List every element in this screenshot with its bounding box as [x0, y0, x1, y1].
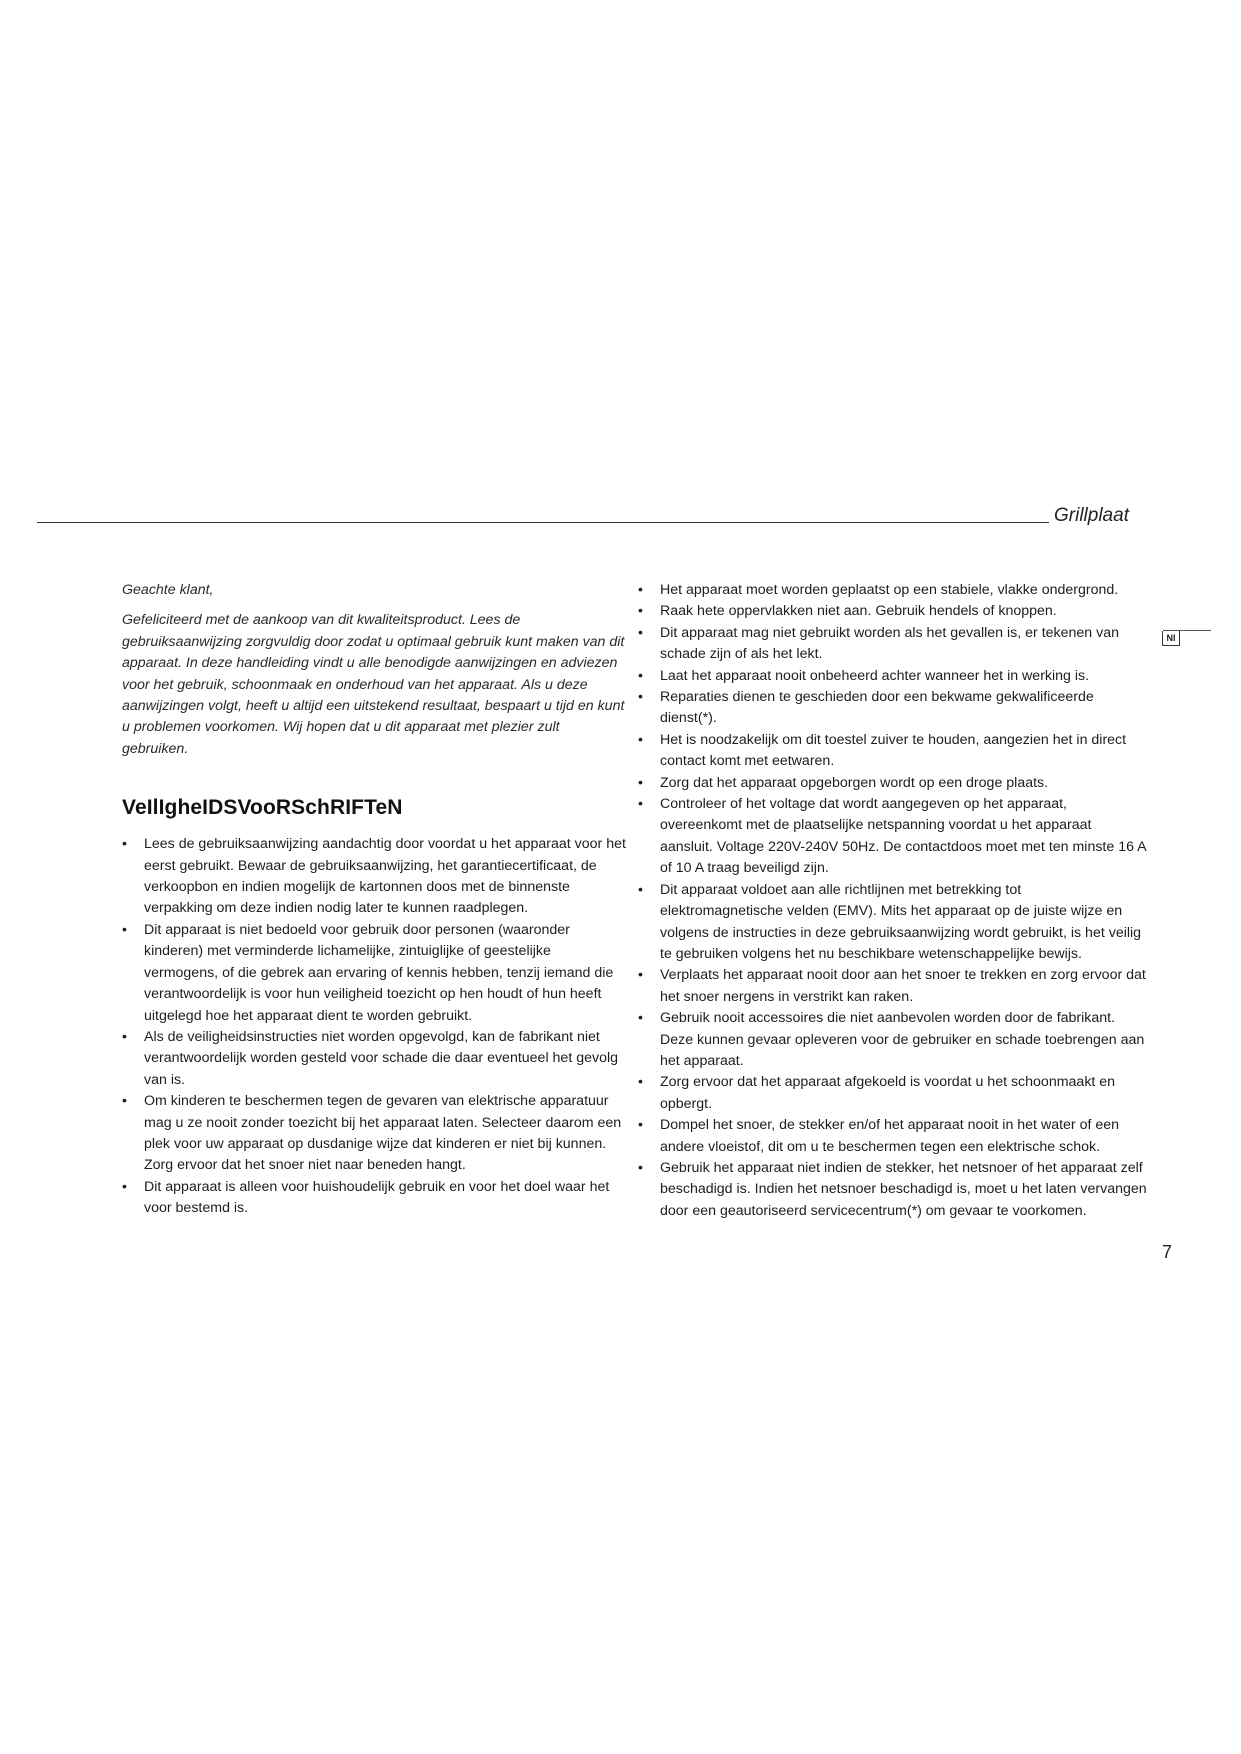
safety-item: • Raak hete oppervlakken niet aan. Gebruik hendels of knoppen. — [638, 601, 1148, 622]
safety-item: • Dit apparaat is alleen voor huishoudelijk gebruik en voor het doel waar het voor bestemd is. — [122, 1177, 627, 1220]
safety-item: • Gebruik het apparaat niet indien de stekker, het netsnoer of het apparaat zelf beschadigd is. Indien het netsnoer beschadigd is, moet u het laten vervangen door een geautoriseerd servicecentrum(*) om gevaar te voorkomen. — [638, 1158, 1148, 1222]
safety-item: • Dit apparaat is niet bedoeld voor gebruik door personen (waaronder kinderen) met verminderde lichamelijke, zintuiglijke of geestelijke vermogens, of die gebrek aan ervaring of kennis hebben, tenzij iemand die verantwoordelijk is voor hun veiligheid toezicht op hen houdt of hun heeft uitgelegd hoe het apparaat dient te worden gebruikt. — [122, 920, 627, 1027]
right-column — [638, 580, 1148, 1222]
safety-item: • Dit apparaat voldoet aan alle richtlijnen met betrekking tot elektromagnetische velden (EMV). Mits het apparaat op de juiste wijze en volgens de instructies in deze gebruiksaanwijzing wordt gebruikt, is het veilig te gebruiken volgens het nu beschikbare wetenschappelijke bewijs. — [638, 880, 1148, 966]
intro-paragraph: Gefeliciteerd met de aankoop van dit kwaliteitsproduct. Lees de gebruiksaanwijzing zorgvuldig door zodat u optimaal gebruik kunt maken van dit apparaat. In deze handleiding vindt u alle benodigde aanwijzingen en adviezen voor het gebruik, schoonmaak en onderhoud van het apparaat. Als u deze aanwijzingen volgt, heeft u altijd een uitstekend resultaat, bespaart u tijd en kunt u problemen voorkomen. Wij hopen dat u dit apparaat met plezier zult gebruiken. — [122, 612, 625, 757]
page-number: 7 — [1162, 1242, 1173, 1262]
section-title: Grillplaat — [1054, 505, 1129, 526]
safety-item: • Het apparaat moet worden geplaatst op een stabiele, vlakke ondergrond. — [638, 580, 1148, 601]
safety-item: • Reparaties dienen te geschieden door een bekwame gekwalificeerde dienst(*). — [638, 687, 1148, 730]
safety-item: • Lees de gebruiksaanwijzing aandachtig door voordat u het apparaat voor het eerst gebruikt. Bewaar de gebruiksaanwijzing, het garantiecertificaat, de verkoopbon en indien mogelijk de kartonnen doos met de binnenste verpakking om deze indien nodig later te kunnen raadplegen. — [122, 834, 627, 920]
safety-item: • Controleer of het voltage dat wordt aangegeven op het apparaat, overeenkomt met de plaatselijke netspanning voordat u het apparaat aansluit. Voltage 220V-240V 50Hz. De contactdoos moet met ten minste 16 A of 10 A traag beveiligd zijn. — [638, 794, 1148, 880]
safety-item: • Dit apparaat mag niet gebruikt worden als het gevallen is, er tekenen van schade zijn of als het lekt. — [638, 623, 1148, 666]
left-column — [122, 580, 627, 1220]
safety-item: • Zorg dat het apparaat opgeborgen wordt op een droge plaats. — [638, 773, 1148, 794]
safety-item: • Het is noodzakelijk om dit toestel zuiver te houden, aangezien het in direct contact komt met eetwaren. — [638, 730, 1148, 773]
safety-item: • Dompel het snoer, de stekker en/of het apparaat nooit in het water of een andere vloeistof, dit om u te beschermen tegen een elektrische schok. — [638, 1115, 1148, 1158]
safety-item: • Zorg ervoor dat het apparaat afgekoeld is voordat u het schoonmaakt en opbergt. — [638, 1072, 1148, 1115]
safety-item: • Gebruik nooit accessoires die niet aanbevolen worden door de fabrikant. Deze kunnen gevaar opleveren voor de gebruiker en schade toebrengen aan het apparaat. — [638, 1008, 1148, 1072]
safety-item: • Verplaats het apparaat nooit door aan het snoer te trekken en zorg ervoor dat het snoer nergens in verstrikt kan raken. — [638, 965, 1148, 1008]
safety-heading: VeIlIgheIDSVooRSchRIFTeN — [122, 796, 403, 820]
salutation: Geachte klant, — [122, 582, 214, 598]
safety-list-left — [122, 834, 627, 1219]
safety-list-right — [638, 580, 1148, 1222]
header-rule — [37, 522, 1049, 523]
language-tab: Nl — [1162, 631, 1180, 646]
safety-item: • Als de veiligheidsinstructies niet worden opgevolgd, kan de fabrikant niet verantwoordelijk worden gesteld voor schade die daar eventueel het gevolg van is. — [122, 1027, 627, 1091]
safety-item: • Laat het apparaat nooit onbeheerd achter wanneer het in werking is. — [638, 666, 1148, 687]
safety-item: • Om kinderen te beschermen tegen de gevaren van elektrische apparatuur mag u ze nooit zonder toezicht bij het apparaat laten. Selecteer daarom een plek voor uw apparaat op dusdanige wijze dat kinderen er niet bij kunnen. Zorg ervoor dat het snoer niet naar beneden hangt. — [122, 1091, 627, 1177]
